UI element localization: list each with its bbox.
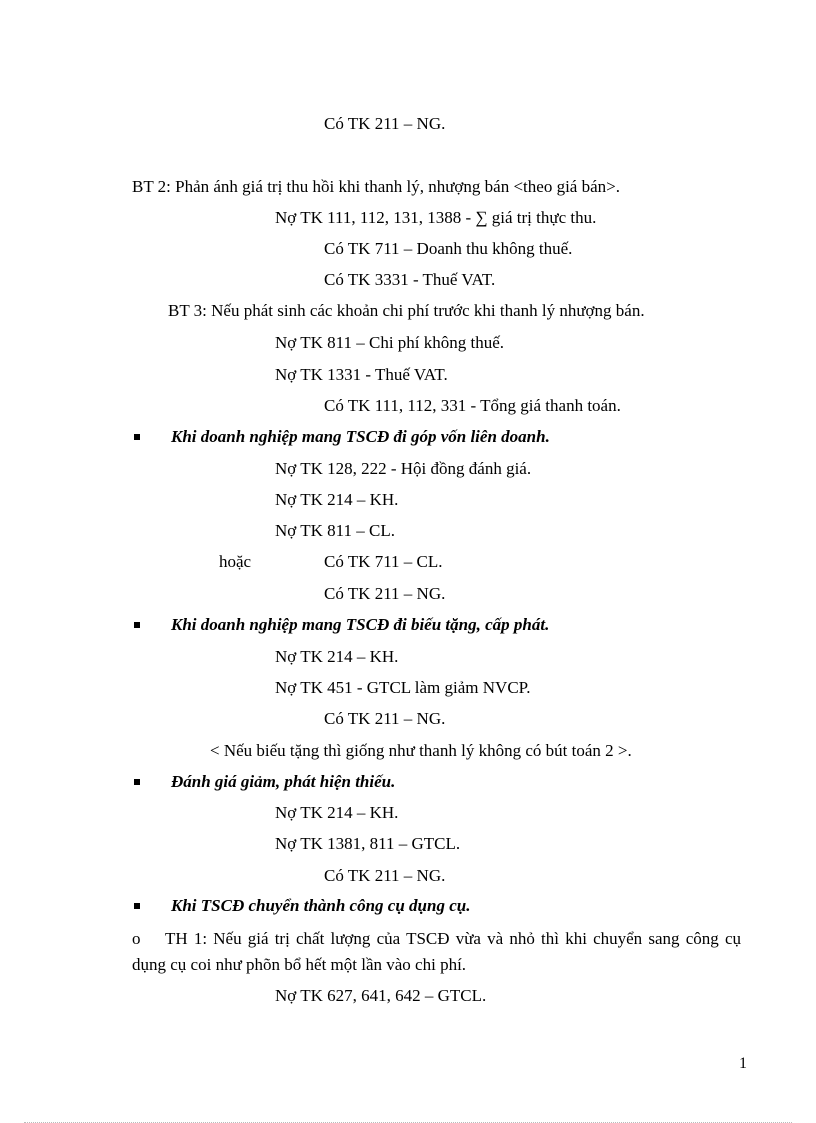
- text-line: Nợ TK 627, 641, 642 – GTCL.: [275, 986, 487, 1005]
- text-line: Nợ TK 128, 222 - Hội đồng đánh giá.: [275, 459, 532, 478]
- section-heading: Khi doanh nghiệp mang TSCĐ đi góp vốn liên doanh.: [171, 427, 550, 446]
- section-heading: Khi TSCĐ chuyển thành công cụ dụng cụ.: [171, 896, 471, 915]
- text-line: Có TK 211 – NG.: [324, 709, 446, 728]
- text-line: BT 2: Phản ánh giá trị thu hồi khi thanh lý, nhượng bán <theo giá bán>.: [132, 177, 620, 196]
- text-line: Có TK 111, 112, 331 - Tổng giá thanh toán.: [324, 396, 621, 415]
- text-line: hoặc: [219, 552, 252, 571]
- text-line: Có TK 711 – Doanh thu không thuế.: [324, 239, 573, 258]
- bullet-icon: [134, 779, 140, 785]
- paragraph: [132, 926, 741, 978]
- text-line: Nợ TK 811 – Chi phí không thuế.: [275, 333, 505, 352]
- text-line: Nợ TK 451 - GTCL làm giảm NVCP.: [275, 678, 531, 697]
- text-line: Nợ TK 214 – KH.: [275, 490, 399, 509]
- text-line: BT 3: Nếu phát sinh các khoản chi phí trước khi thanh lý nhượng bán.: [168, 301, 645, 320]
- bullet-icon: [134, 622, 140, 628]
- text-line: Nợ TK 1331 - Thuế VAT.: [275, 365, 448, 384]
- page-number: 1: [739, 1055, 747, 1072]
- text-line: Nợ TK 214 – KH.: [275, 803, 399, 822]
- text-line: Nợ TK 111, 112, 131, 1388 - ∑ giá trị thực thu.: [275, 208, 597, 227]
- paragraph-text: TH 1: Nếu giá trị chất lượng của TSCĐ vừa và nhỏ thì khi chuyển sang công cụ dụng cụ coi như phõn bổ hết một lần vào chi phí.: [132, 929, 741, 974]
- list-marker: o: [132, 929, 141, 948]
- text-line: < Nếu biếu tặng thì giống như thanh lý không có bút toán 2 >.: [210, 741, 632, 760]
- text-line: Có TK 211 – NG.: [324, 866, 446, 885]
- bullet-icon: [134, 903, 140, 909]
- text-line: Nợ TK 1381, 811 – GTCL.: [275, 834, 461, 853]
- text-line: Nợ TK 214 – KH.: [275, 647, 399, 666]
- bullet-icon: [134, 434, 140, 440]
- section-heading: Đánh giá giảm, phát hiện thiếu.: [171, 772, 396, 791]
- text-line: Có TK 211 – NG.: [324, 114, 446, 133]
- text-line: Nợ TK 811 – CL.: [275, 521, 395, 540]
- section-heading: Khi doanh nghiệp mang TSCĐ đi biếu tặng, cấp phát.: [171, 615, 550, 634]
- text-line: Có TK 3331 - Thuế VAT.: [324, 270, 496, 289]
- text-line: Có TK 211 – NG.: [324, 584, 446, 603]
- text-line: Có TK 711 – CL.: [324, 552, 443, 571]
